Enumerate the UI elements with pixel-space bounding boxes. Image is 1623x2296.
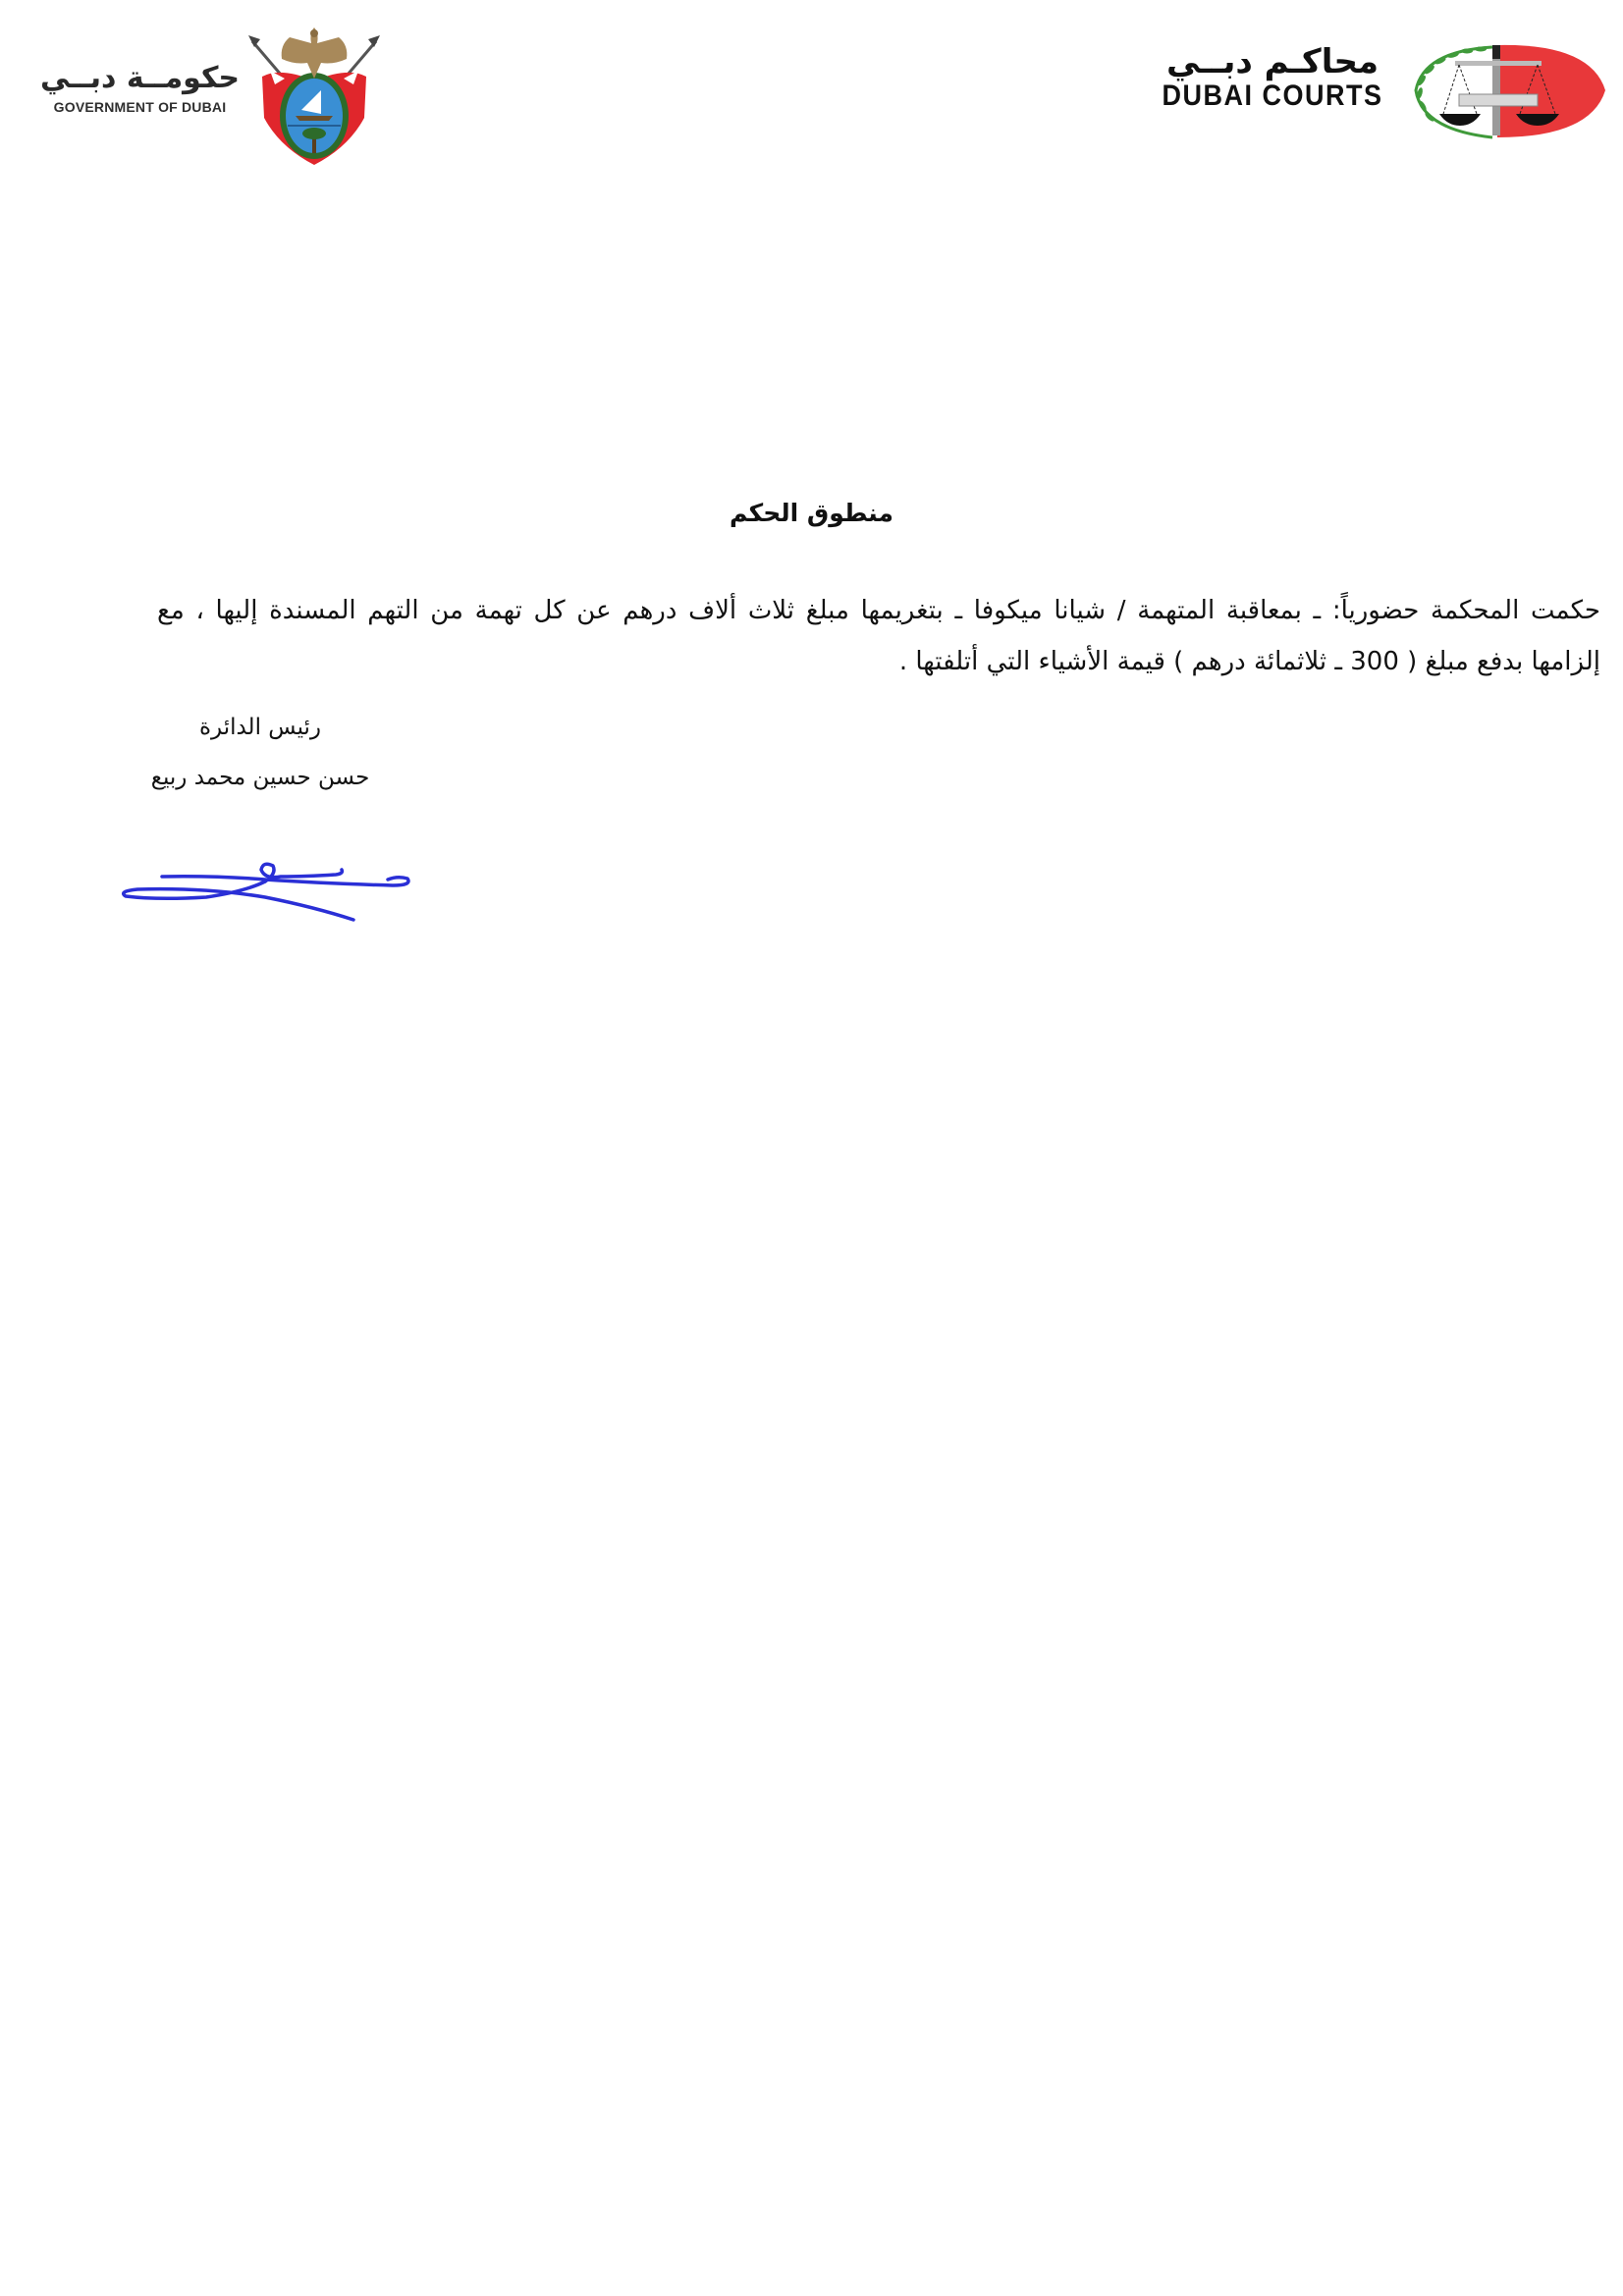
courts-logo-arabic: محاكـم دبــي <box>1165 42 1380 81</box>
government-logo-english: GOVERNMENT OF DUBAI <box>53 99 227 115</box>
government-logo-text <box>29 61 250 116</box>
courts-logo-english: DUBAI COURTS <box>1162 79 1383 112</box>
signatory-block <box>108 703 412 803</box>
government-of-dubai-logo <box>20 20 393 177</box>
courts-logo-text <box>1159 43 1386 110</box>
document-title: منطوق الحكم <box>730 499 893 527</box>
scales-of-justice-emblem-icon <box>1394 39 1610 142</box>
government-logo-arabic: حكومــة دبــي <box>39 61 241 95</box>
signatory-name: حسن حسين محمد ربيع <box>150 765 370 790</box>
dubai-government-emblem-icon <box>241 20 388 167</box>
handwritten-signature-icon <box>108 846 422 925</box>
verdict-text: حكمت المحكمة حضورياً: ـ بمعاقبة المتهمة / شيانا ميكوفا ـ بتغريمها مبلغ ثلاث ألاف درهم عن كل تهمة من التهم المسندة إليها ، مع إلزامها بدفع مبلغ ( 300 ـ ثلاثمائة درهم ) قيمة الأشياء التي أتلفتها . <box>157 596 1600 676</box>
signatory-position: رئيس الدائرة <box>198 715 322 740</box>
dubai-courts-logo <box>1159 39 1610 147</box>
